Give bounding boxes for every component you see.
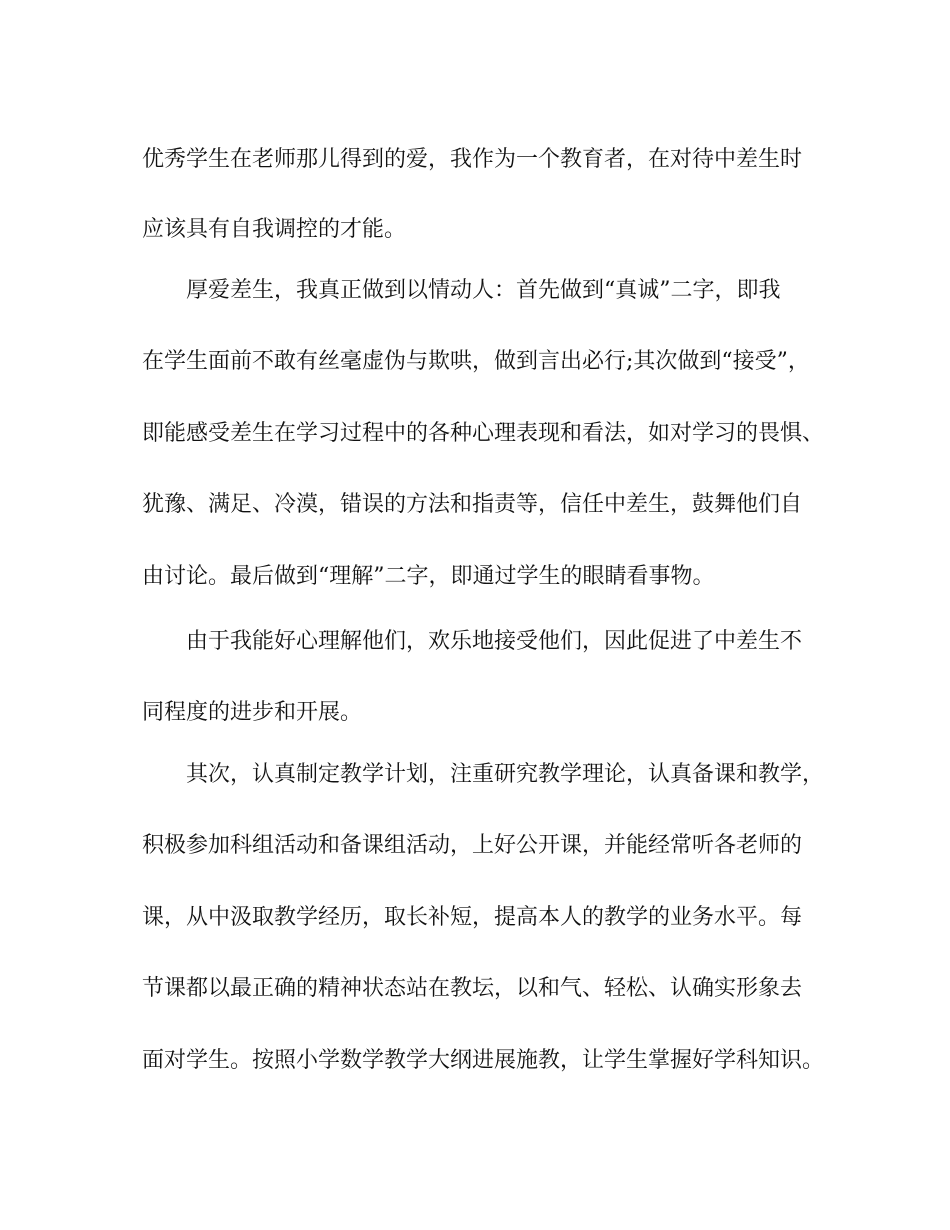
text-line-3: 厚爱差生，我真正做到以情动人：首先做到“真诚”二字，即我: [186, 278, 781, 303]
text-line-10: 其次，认真制定教学计划，注重研究教学理论，认真备课和教学，: [186, 762, 825, 787]
text-line-14: 面对学生。按照小学数学教学大纲进展施教，让学生掌握好学科知识。: [142, 1048, 825, 1073]
text-line-7: 由讨论。最后做到“理解”二字，即通过学生的眼睛看事物。: [142, 564, 715, 589]
text-line-11: 积极参加科组活动和备课组活动，上好公开课，并能经常听各老师的: [142, 833, 803, 858]
text-line-9: 同程度的进步和开展。: [142, 700, 363, 725]
text-line-6: 犹豫、满足、冷漠，错误的方法和指责等，信任中差生，鼓舞他们自: [142, 492, 803, 517]
text-line-2: 应该具有自我调控的才能。: [142, 217, 407, 242]
text-line-5: 即能感受差生在学习过程中的各种心理表现和看法，如对学习的畏惧、: [142, 421, 825, 446]
text-line-12: 课，从中汲取教学经历，取长补短，提高本人的教学的业务水平。每: [142, 905, 803, 930]
text-line-4: 在学生面前不敢有丝毫虚伪与欺哄，做到言出必行;其次做到“接受”，: [142, 349, 810, 374]
text-line-8: 由于我能好心理解他们，欢乐地接受他们，因此促进了中差生不: [186, 629, 803, 654]
text-line-13: 节课都以最正确的精神状态站在教坛，以和气、轻松、认确实形象去: [142, 976, 803, 1001]
text-line-1: 优秀学生在老师那儿得到的爱，我作为一个教育者，在对待中差生时: [142, 147, 803, 172]
